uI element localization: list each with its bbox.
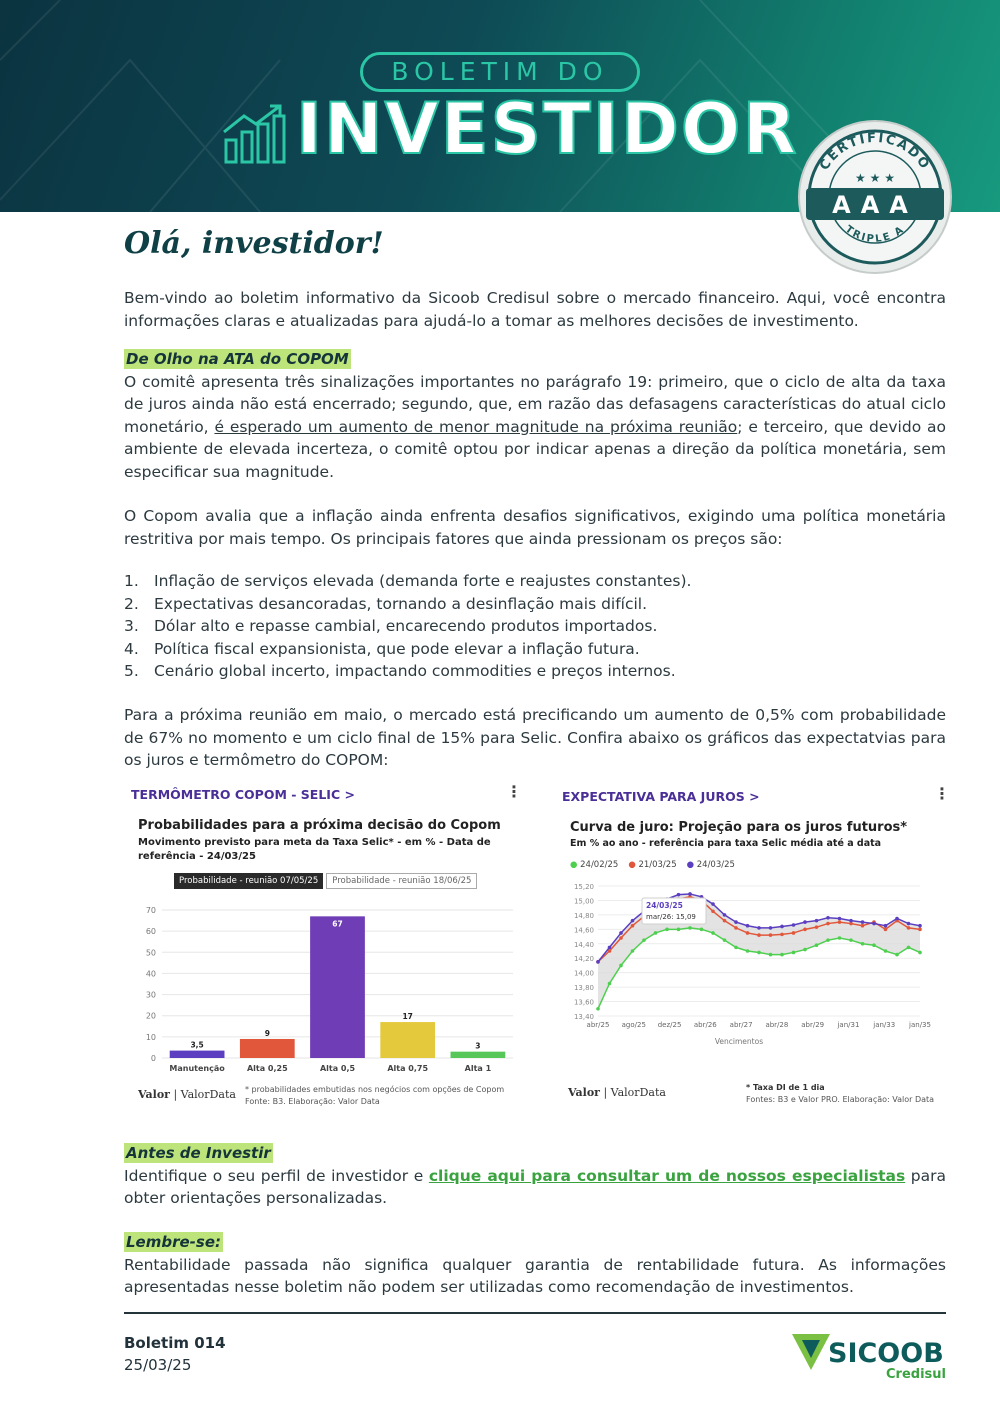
series-point [861, 924, 865, 928]
series-point [884, 949, 888, 953]
header-title: INVESTIDOR [296, 88, 799, 170]
y-tick-label: 14,20 [573, 955, 594, 964]
bar-value-label: 3,5 [190, 1040, 204, 1050]
series-point [918, 928, 922, 932]
series-point [769, 933, 773, 937]
series-point [608, 946, 612, 950]
list-item: 5. Cenário global incerto, impactando commodities e preços internos. [124, 662, 676, 680]
series-point [861, 920, 865, 924]
series-point [769, 926, 773, 930]
bar-value-label: 67 [332, 919, 343, 929]
y-tick-label: 0 [150, 1054, 156, 1063]
series-point [907, 926, 911, 930]
line-chart-legend [570, 860, 735, 870]
line-chart-title: Curva de juro: Projeção para os juros futuros* [570, 820, 908, 835]
bar-value-label: 9 [264, 1028, 270, 1038]
y-tick-label: 13,40 [573, 1013, 594, 1021]
series-point [688, 926, 692, 930]
logo-sub-text: Credisul [886, 1367, 946, 1382]
y-tick-label: 15,20 [573, 883, 594, 891]
y-tick-label: 13,80 [573, 984, 594, 993]
growth-chart-icon [222, 104, 288, 164]
series-point [711, 902, 715, 906]
issue-number: Boletim 014 [124, 1334, 226, 1352]
header-kicker: BOLETIM DO [360, 52, 640, 92]
series-point [838, 936, 842, 940]
y-tick-label: 10 [145, 1032, 156, 1042]
series-point [631, 949, 635, 953]
bar-chart-subtitle: Movimento previsto para meta da Taxa Selic* - em % - Data de referência - 24/03/25 [138, 837, 491, 862]
invest-section: Antes de Investir Identifique o seu perfil de investidor e clique aqui para consultar um de nossos especialistas para obter orientações personalizadas. [124, 1144, 947, 1207]
copom-paragraph-2: O Copom avalia que a inflação ainda enfrenta desafios significativos, exigindo uma política monetária restritiva por mais tempo. Os principais fatores que ainda pressionam os preços são: [124, 507, 946, 548]
series-point [838, 920, 842, 924]
logo-main-text: SICOOB [828, 1338, 944, 1369]
tab-reuniao-1[interactable]: Probabilidade - reunião 07/05/25 [174, 873, 323, 889]
bar-chart-source: Fonte: B3. Elaboração: Valor Data [245, 1097, 380, 1106]
legend-item: ● 21/03/25 [628, 860, 677, 870]
series-point [803, 948, 807, 952]
series-point [665, 928, 669, 932]
series-point [792, 923, 796, 927]
y-tick-label: 60 [145, 927, 156, 937]
series-point [907, 946, 911, 950]
series-point [746, 931, 750, 935]
series-point [746, 924, 750, 928]
valor-logo: Valor | ValorData [138, 1088, 236, 1101]
x-tick-label: abr/28 [765, 1021, 789, 1029]
series-point [608, 982, 612, 986]
series-point [895, 917, 899, 921]
series-point [711, 931, 715, 935]
greeting: Olá, investidor! [124, 226, 384, 261]
y-tick-label: 14,40 [573, 940, 594, 949]
y-tick-label: 20 [145, 1011, 156, 1021]
tab-reuniao-2[interactable]: Probabilidade - reunião 18/06/25 [326, 873, 477, 889]
more-options-icon[interactable]: ⋮ [506, 782, 522, 801]
pressure-factors-list [124, 570, 691, 683]
series-point [723, 938, 727, 942]
series-point [792, 931, 796, 935]
remember-text: Rentabilidade passada não significa qualquer garantia de rentabilidade futura. As informações apresentadas nesse boletim não podem ser utilizadas como recomendação de investimentos. [124, 1255, 946, 1296]
remember-section [124, 1231, 946, 1299]
bar [310, 916, 365, 1058]
bar-chart-tabs [174, 873, 477, 889]
series-point [711, 909, 715, 913]
line-chart-subtitle: Em % ao ano - referência para taxa Selic média até a data [570, 838, 882, 849]
list-item: 2. Expectativas desancoradas, tornando a desinflação mais difícil. [124, 594, 648, 613]
series-point [884, 928, 888, 932]
bar [170, 1051, 225, 1058]
x-tick-label: Alta 0,25 [246, 1064, 288, 1073]
x-tick-label: abr/29 [801, 1021, 825, 1029]
y-tick-label: 14,60 [573, 926, 594, 935]
y-tick-label: 50 [145, 948, 156, 958]
series-point [619, 936, 623, 940]
x-tick-label: Alta 1 [464, 1064, 492, 1073]
series-point [826, 916, 830, 920]
series-point [734, 920, 738, 924]
interest-expectation-panel [560, 780, 950, 1110]
bar-chart [128, 898, 528, 1098]
series-point [792, 951, 796, 955]
consult-specialist-link[interactable]: clique aqui para consultar um de nossos especialistas [428, 1166, 906, 1185]
x-tick-label: Alta 0,5 [319, 1064, 356, 1073]
series-point [734, 946, 738, 950]
series-point [815, 943, 819, 947]
list-item: 4. Política fiscal expansionista, que pode elevar a inflação futura. [124, 639, 640, 658]
footer-divider [124, 1312, 946, 1314]
copom-paragraph-3: Para a próxima reunião em maio, o mercado está precificando um aumento de 0,5% com probabilidade de 67% no momento e um ciclo final de 15% para Selic. Confira abaixo os gráficos das expectatvias para os juros e termômetro do COPOM: [124, 706, 946, 769]
series-point [884, 924, 888, 928]
series-point [849, 919, 853, 923]
seal-top-text: CERTIFICADO [817, 130, 933, 174]
series-point [849, 938, 853, 942]
copom-p1-underline: é esperado um aumento de menor magnitude na próxima reunião [214, 417, 738, 436]
series-point [677, 928, 681, 932]
series-point [723, 919, 727, 923]
panel-title-juros[interactable]: EXPECTATIVA PARA JUROS > [562, 789, 760, 804]
series-point [815, 925, 819, 929]
series-point [769, 953, 773, 957]
series-point [757, 926, 761, 930]
series-point [918, 951, 922, 955]
series-point [918, 924, 922, 928]
series-point [619, 964, 623, 968]
series-point [815, 919, 819, 923]
seal-bottom-text: TRIPLE A [842, 223, 908, 245]
remember-section-title: Lembre-se: [126, 1233, 221, 1251]
y-tick-label: 40 [145, 969, 156, 979]
series-point [723, 913, 727, 917]
svg-text:★ ★ ★: ★ ★ ★ [855, 171, 895, 185]
series-point [757, 933, 761, 937]
bar-chart-title: Probabilidades para a próxima decisão do Copom [138, 818, 501, 833]
tooltip-value: mar/26: 15,09 [646, 912, 696, 921]
series-point [838, 917, 842, 921]
copom-p1-b: ; e terceiro, que devido ao ambiente de elevada incerteza, o comitê optou por indicar apenas a direção da política monetária, sem especificar sua magnitude. [124, 417, 947, 481]
series-point [631, 924, 635, 928]
y-tick-label: 30 [145, 990, 156, 1000]
x-tick-label: Manutenção [169, 1064, 225, 1073]
x-tick-label: dez/25 [657, 1021, 682, 1029]
series-point [734, 926, 738, 930]
line-chart [560, 878, 950, 1078]
series-point [780, 933, 784, 937]
issue-date: 25/03/25 [124, 1356, 192, 1374]
series-point [688, 892, 692, 896]
x-tick-label: abr/25 [586, 1021, 610, 1029]
series-point [746, 949, 750, 953]
certified-seal-icon [796, 118, 954, 276]
series-point [872, 922, 876, 926]
x-tick-label: abr/26 [693, 1021, 717, 1029]
series-point [780, 925, 784, 929]
list-item: 1. Inflação de serviços elevada (demanda forte e reajustes constantes). [124, 572, 692, 590]
x-tick-label: abr/27 [729, 1021, 753, 1029]
series-point [861, 942, 865, 946]
series-point [700, 928, 704, 932]
panel-title-thermometer[interactable]: TERMÔMETRO COPOM - SELIC > [131, 787, 355, 802]
intro-paragraph: Bem-vindo ao boletim informativo da Sicoob Credisul sobre o mercado financeiro. Aqui, você encontra informações claras e atualizadas para ajudá-lo a tomar as melhores decisões de investimento. [124, 289, 946, 330]
bar-value-label: 17 [402, 1012, 413, 1022]
bar-chart-footnote: * probabilidades embutidas nos negócios com opções de Copom [245, 1085, 505, 1094]
series-point [642, 938, 646, 942]
series-point [757, 951, 761, 955]
tooltip-date: 24/03/25 [646, 900, 683, 910]
valor-logo: Valor | ValorData [568, 1086, 666, 1099]
series-point [895, 953, 899, 957]
line-chart-footnote: * Taxa DI de 1 dia [746, 1083, 825, 1092]
line-chart-source: Fontes: B3 e Valor PRO. Elaboração: Valor Data [746, 1095, 935, 1104]
x-tick-label: jan/33 [873, 1021, 896, 1029]
x-tick-label: jan/35 [909, 1021, 931, 1029]
x-tick-label: ago/25 [621, 1021, 646, 1029]
y-tick-label: 70 [145, 906, 156, 915]
copom-section [124, 348, 946, 483]
series-point [803, 928, 807, 932]
y-tick-label: 14,80 [573, 911, 594, 920]
legend-item: ● 24/03/25 [686, 860, 735, 870]
bar [240, 1039, 295, 1058]
bar-value-label: 3 [475, 1041, 481, 1051]
series-point [654, 931, 658, 935]
copom-section-title: De Olho na ATA do COPOM [126, 350, 349, 368]
y-tick-label: 14,00 [573, 969, 594, 978]
bar [451, 1052, 506, 1058]
series-point [872, 943, 876, 947]
y-tick-label: 15,00 [573, 897, 594, 906]
x-tick-label: jan/31 [837, 1021, 860, 1029]
copom-p1-a: O comitê apresenta três sinalizações importantes no parágrafo 19: primeiro, que o ciclo de alta da taxa de juros ainda não está encerrado; segundo, que, em razão das defasagens características do atual ciclo monetário, [124, 372, 946, 436]
bar [380, 1022, 435, 1058]
list-item: 3. Dólar alto e repasse cambial, encarecendo produtos importados. [124, 617, 658, 635]
series-point [826, 922, 830, 926]
series-point [907, 922, 911, 926]
x-axis-label: Vencimentos [714, 1037, 764, 1046]
series-point [826, 938, 830, 942]
x-tick-label: Alta 0,75 [387, 1064, 429, 1073]
invest-section-title: Antes de Investir [126, 1144, 271, 1162]
more-options-icon[interactable]: ⋮ [934, 784, 950, 803]
series-point [619, 931, 623, 935]
series-point [677, 893, 681, 897]
series-point [631, 919, 635, 923]
series-point [596, 960, 600, 964]
seal-mid-text: AAA [832, 191, 918, 219]
series-point [803, 920, 807, 924]
series-point [596, 1007, 600, 1011]
copom-thermometer-panel [128, 780, 528, 1110]
sicoob-logo [790, 1330, 950, 1382]
series-point [780, 953, 784, 957]
legend-item: ● 24/02/25 [570, 860, 619, 870]
y-tick-label: 13,60 [573, 998, 594, 1007]
